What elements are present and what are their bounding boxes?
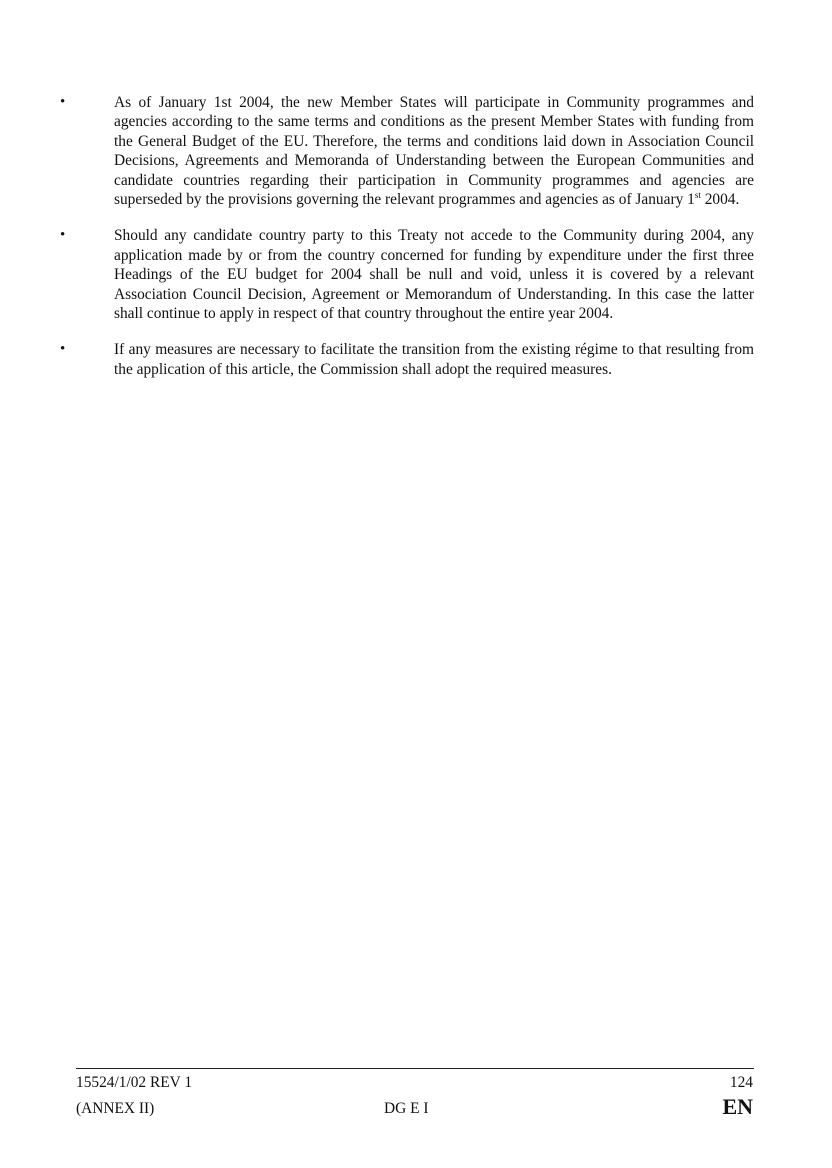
- annex-label: (ANNEX II): [76, 1100, 155, 1117]
- department-label: DG E I: [384, 1100, 429, 1117]
- ordinal-superscript: st: [694, 190, 701, 201]
- footer-divider: [76, 1068, 754, 1069]
- document-reference: 15524/1/02 REV 1: [76, 1074, 193, 1091]
- bullet-text-1-end: 2004.: [700, 191, 740, 209]
- bullet-text-2: Should any candidate country party to this Treaty not accede to the Community during 2004, any application made by or from the country concerned for funding by expenditure under the first three Headings of the EU budget for 2004 shall be null and void, unless it is covered by a relevant Association Council Decision, Agreement or Memorandum of Understanding. In this case the latter shall continue to apply in respect of that country throughout the entire year 2004.: [114, 227, 754, 323]
- bullet-icon: •: [60, 94, 66, 110]
- bullet-icon: •: [60, 227, 66, 244]
- bullet-text-1: As of January 1st 2004, the new Member States will participate in Community programmes and agencies according to the same terms and conditions as the present Member States with funding from the General Budget of the EU. Therefore, the terms and conditions laid down in Association Council Decisions, Agreements and Memoranda of Understanding between the European Communities and candidate countries regarding their participation in Community programmes and agencies are superseded by the provisions governing the relevant programmes and agencies as of January 1: [114, 94, 754, 209]
- bullet-item-1: [60, 93, 754, 209]
- bullet-item-2: [60, 226, 754, 323]
- bullet-text-3: If any measures are necessary to facilitate the transition from the existing régime to that resulting from the application of this article, the Commission shall adopt the required measures.: [114, 341, 754, 378]
- page-number: 124: [729, 1074, 753, 1091]
- language-code: EN: [722, 1094, 753, 1119]
- bullet-list: [60, 93, 754, 396]
- bullet-item-3: [60, 340, 754, 379]
- bullet-icon: •: [60, 341, 66, 358]
